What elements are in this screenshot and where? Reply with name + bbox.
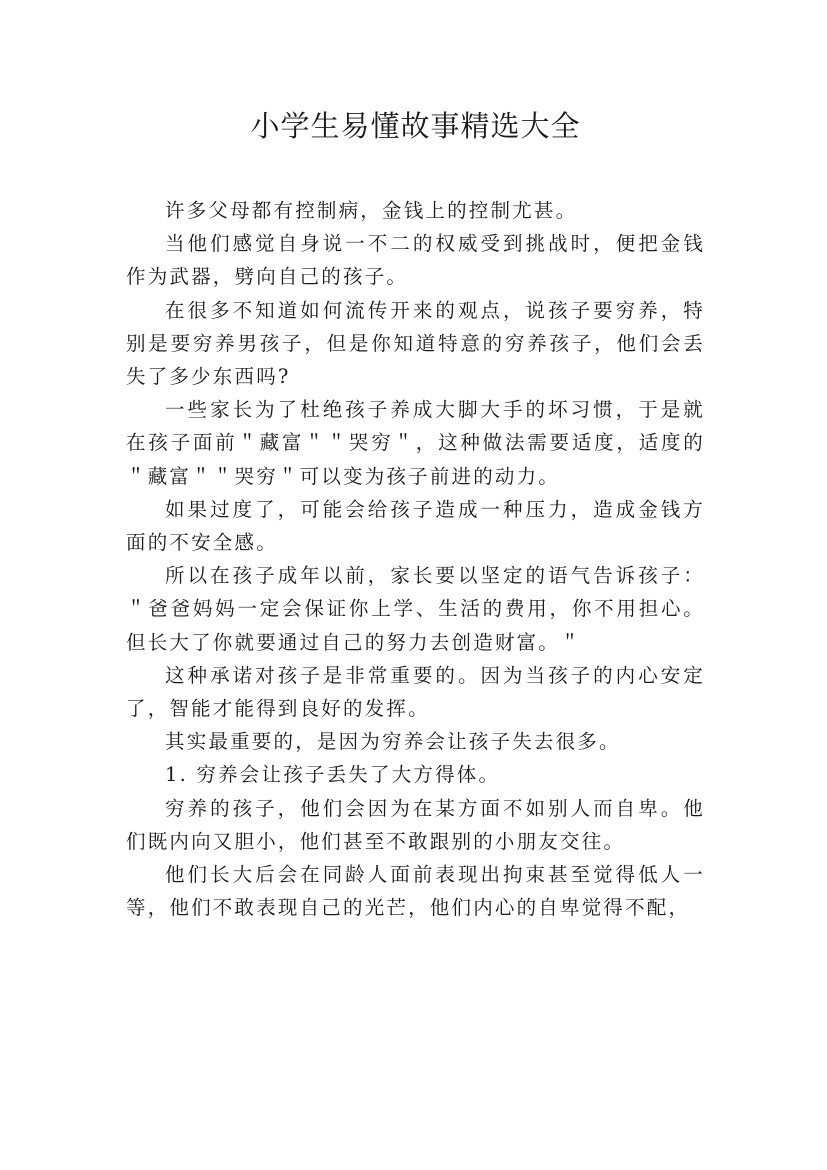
paragraph: 穷养的孩子，他们会因为在某方面不如别人而自卑。他们既内向又胆小，他们甚至不敢跟别的小朋友交往。 [126, 796, 705, 853]
paragraph: 如果过度了，可能会给孩子造成一种压力，造成金钱方面的不安全感。 [126, 497, 705, 555]
document-title: 小学生易懂故事精选大全 [250, 109, 581, 143]
paragraph: 这种承诺对孩子是非常重要的。因为当孩子的内心安定了，智能才能得到良好的发挥。 [126, 663, 705, 721]
paragraph: 一些家长为了杜绝孩子养成大脚大手的坏习惯，于是就在孩子面前＂藏富＂＂哭穷＂，这种做法需要适度，适度的＂藏富＂＂哭穷＂可以变为孩子前进的动力。 [126, 398, 705, 488]
document-body [126, 194, 705, 924]
paragraph: 他们长大后会在同龄人面前表现出拘束甚至觉得低人一等，他们不敢表现自己的光芒，他们内心的自卑觉得不配， [126, 863, 705, 920]
paragraph: 许多父母都有控制病，金钱上的控制尤甚。 [165, 199, 578, 222]
list-item-heading: 1. 穷养会让孩子丢失了大方得体。 [165, 763, 501, 787]
paragraph: 当他们感觉自身说一不二的权威受到挑战时，便把金钱作为武器，劈向自己的孩子。 [126, 232, 705, 289]
paragraph: 所以在孩子成年以前，家长要以坚定的语气告诉孩子：＂爸爸妈妈一定会保证你上学、生活的费用，你不用担心。但长大了你就要通过自己的努力去创造财富。＂ [126, 564, 705, 654]
paragraph: 在很多不知道如何流传开来的观点，说孩子要穷养，特别是要穷养男孩子，但是你知道特意的穷养孩子，他们会丢失了多少东西吗? [126, 298, 705, 389]
paragraph: 其实最重要的，是因为穷养会让孩子失去很多。 [165, 730, 621, 754]
